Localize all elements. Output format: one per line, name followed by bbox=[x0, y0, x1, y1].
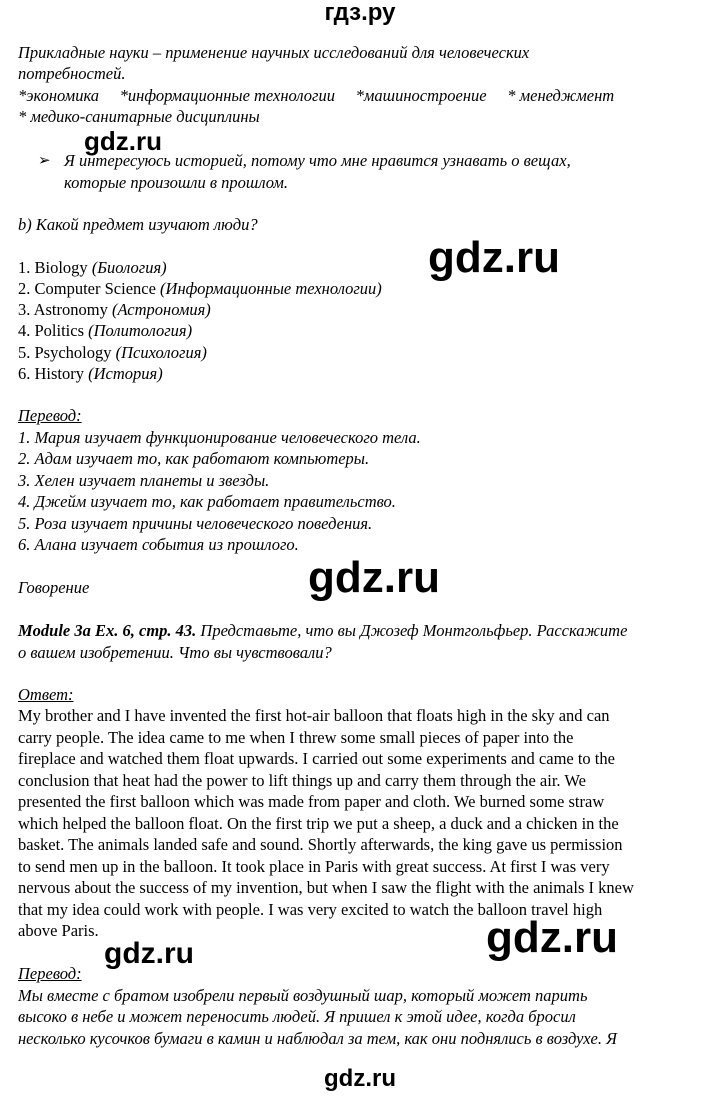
answer-line: carry people. The idea came to me when I threw some small pieces of paper into the bbox=[18, 728, 574, 747]
translation-item: 5. Роза изучает причины человеческого поведения. bbox=[18, 514, 373, 533]
translation-title: Перевод: bbox=[18, 406, 82, 425]
translation-item: 3. Хелен изучает планеты и звезды. bbox=[18, 471, 270, 490]
answer-line: that my idea could work with people. I was very excited to watch the balloon travel high bbox=[18, 900, 603, 919]
subject-ru: (Политология) bbox=[88, 321, 193, 340]
subject-ru: (Психология) bbox=[115, 343, 207, 362]
subject-item bbox=[18, 299, 211, 320]
subject-en: 2. Computer Science bbox=[18, 279, 156, 298]
watermark-small-1: gdz.ru bbox=[84, 126, 162, 156]
answer-title: Ответ: bbox=[18, 685, 74, 704]
section-b-question: b) Какой предмет изучают люди? bbox=[18, 215, 258, 234]
module-ref: Module 3a Ex. 6, стр. 43. bbox=[18, 621, 197, 640]
answer-line: to send men up in the balloon. It took place in Paris with great success. At first I was very bbox=[18, 857, 610, 876]
module-task-line-1 bbox=[18, 620, 627, 641]
watermark-large-3: gdz.ru bbox=[486, 913, 618, 962]
subject-item bbox=[18, 342, 207, 363]
translation2-line: Мы вместе с братом изобрели первый воздушный шар, который может парить bbox=[18, 986, 588, 1005]
speaking-label: Говорение bbox=[18, 578, 90, 597]
applied-fields-line: *экономика *информационные технологии *машиностроение * менеджмент bbox=[18, 86, 615, 105]
bullet-line-2: которые произошли в прошлом. bbox=[64, 173, 289, 192]
translation2-title: Перевод: bbox=[18, 964, 82, 983]
watermark-large-1: gdz.ru bbox=[428, 233, 560, 282]
site-header: гдз.ру bbox=[324, 0, 396, 26]
subject-item bbox=[18, 320, 192, 341]
translation-item: 4. Джейм изучает то, как работает правительство. bbox=[18, 492, 396, 511]
applied-fields-line-2: * медико-санитарные дисциплины bbox=[18, 107, 260, 126]
subject-ru: (Астрономия) bbox=[111, 300, 211, 319]
subject-en: 6. History bbox=[18, 364, 84, 383]
translation-item: 6. Алана изучает события из прошлого. bbox=[18, 535, 299, 554]
subject-item bbox=[18, 278, 382, 299]
translation2-line: высоко в небе и может переносить людей. Я пришел к этой идее, когда бросил bbox=[18, 1007, 576, 1026]
answer-line: above Paris. bbox=[18, 921, 99, 940]
watermark-footer: gdz.ru bbox=[324, 1065, 396, 1092]
subject-ru: (Биология) bbox=[91, 258, 167, 277]
bullet-line-1: Я интересуюсь историей, потому что мне нравится узнавать о вещах, bbox=[64, 151, 571, 170]
applied-line-1: Прикладные науки – применение научных исследований для человеческих bbox=[18, 43, 530, 62]
translation2-line: несколько кусочков бумаги в камин и наблюдал за тем, как они поднялись в воздухе. Я bbox=[18, 1029, 617, 1048]
answer-line: which helped the balloon float. On the first trip we put a sheep, a duck and a chicken in the bbox=[18, 814, 619, 833]
module-task-line-2: о вашем изобретении. Что вы чувствовали? bbox=[18, 643, 332, 662]
subject-en: 4. Politics bbox=[18, 321, 85, 340]
watermark-large-2: gdz.ru bbox=[308, 553, 440, 602]
bullet-arrow-icon: ➢ bbox=[38, 151, 51, 169]
watermark-small-2: gdz.ru bbox=[104, 937, 194, 970]
applied-line-2: потребностей. bbox=[18, 64, 126, 83]
translation-item: 1. Мария изучает функционирование человеческого тела. bbox=[18, 428, 421, 447]
answer-line: conclusion that heat had the power to lift things up and carry them through the air. We bbox=[18, 771, 586, 790]
answer-line: basket. The animals landed safe and sound. Shortly afterwards, the king gave us permission bbox=[18, 835, 623, 854]
subject-en: 1. Biology bbox=[18, 258, 88, 277]
answer-line: My brother and I have invented the first hot-air balloon that floats high in the sky and can bbox=[18, 706, 610, 725]
subject-en: 5. Psychology bbox=[18, 343, 112, 362]
answer-line: presented the first balloon which was made from paper and cloth. We burned some straw bbox=[18, 792, 605, 811]
subject-ru: (Информационные технологии) bbox=[160, 279, 382, 298]
subject-en: 3. Astronomy bbox=[18, 300, 108, 319]
subject-item bbox=[18, 257, 167, 278]
subject-ru: (История) bbox=[88, 364, 163, 383]
translation-item: 2. Адам изучает то, как работают компьютеры. bbox=[18, 449, 370, 468]
subject-item bbox=[18, 363, 163, 384]
module-task-text: Представьте, что вы Джозеф Монтгольфьер. Расскажите bbox=[200, 621, 628, 640]
answer-line: fireplace and watched them float upwards. I carried out some experiments and came to the bbox=[18, 749, 615, 768]
answer-line: nervous about the success of my invention, but when I saw the flight with the animals I knew bbox=[18, 878, 634, 897]
